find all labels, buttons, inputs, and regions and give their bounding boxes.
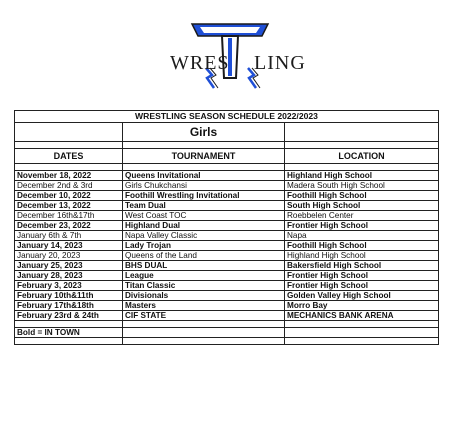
header-tournament: TOURNAMENT bbox=[123, 149, 285, 164]
date-cell: December 16th&17th bbox=[15, 211, 123, 221]
division-title: Girls bbox=[123, 123, 285, 142]
date-cell: November 18, 2022 bbox=[15, 171, 123, 181]
tournament-cell: Team Dual bbox=[123, 201, 285, 211]
tournament-cell: CIF STATE bbox=[123, 311, 285, 321]
table-row bbox=[15, 191, 439, 201]
blank-cell bbox=[15, 164, 123, 171]
location-cell: Golden Valley High School bbox=[285, 291, 439, 301]
schedule-table bbox=[14, 110, 439, 345]
date-cell: February 23rd & 24th bbox=[15, 311, 123, 321]
location-cell: Frontier High School bbox=[285, 221, 439, 231]
tournament-cell: Foothill Wrestling Invitational bbox=[123, 191, 285, 201]
table-row bbox=[15, 171, 439, 181]
location-cell: Madera South High School bbox=[285, 181, 439, 191]
location-cell: Morro Bay bbox=[285, 301, 439, 311]
logo-word-left: WRES bbox=[170, 52, 230, 74]
date-cell: December 2nd & 3rd bbox=[15, 181, 123, 191]
tournament-cell: Queens Invitational bbox=[123, 171, 285, 181]
tournament-cell: Queens of the Land bbox=[123, 251, 285, 261]
blank-cell bbox=[285, 321, 439, 328]
date-cell: January 6th & 7th bbox=[15, 231, 123, 241]
date-cell: January 14, 2023 bbox=[15, 241, 123, 251]
location-cell: Bakersfield High School bbox=[285, 261, 439, 271]
blank-cell bbox=[123, 142, 285, 149]
blank-cell bbox=[15, 142, 123, 149]
blank-cell bbox=[123, 328, 285, 338]
location-cell: MECHANICS BANK ARENA bbox=[285, 311, 439, 321]
table-row bbox=[15, 271, 439, 281]
wrestling-logo bbox=[150, 18, 310, 98]
table-row bbox=[15, 261, 439, 271]
header-dates: DATES bbox=[15, 149, 123, 164]
date-cell: December 13, 2022 bbox=[15, 201, 123, 211]
blank-cell bbox=[123, 321, 285, 328]
location-cell: Highland High School bbox=[285, 251, 439, 261]
blank-cell bbox=[15, 338, 123, 345]
table-row bbox=[15, 211, 439, 221]
logo-word-right: LING bbox=[254, 52, 306, 74]
tournament-cell: Titan Classic bbox=[123, 281, 285, 291]
location-cell: Roebbelen Center bbox=[285, 211, 439, 221]
blank-cell bbox=[285, 142, 439, 149]
blank-cell bbox=[123, 164, 285, 171]
tournament-cell: Lady Trojan bbox=[123, 241, 285, 251]
date-cell: December 10, 2022 bbox=[15, 191, 123, 201]
tournament-cell: Napa Valley Classic bbox=[123, 231, 285, 241]
tournament-cell: BHS DUAL bbox=[123, 261, 285, 271]
table-row bbox=[15, 251, 439, 261]
location-cell: South High School bbox=[285, 201, 439, 211]
blank-cell bbox=[15, 123, 123, 142]
location-cell: Napa bbox=[285, 231, 439, 241]
table-row bbox=[15, 201, 439, 211]
date-cell: February 3, 2023 bbox=[15, 281, 123, 291]
blank-cell bbox=[285, 123, 439, 142]
date-cell: January 20, 2023 bbox=[15, 251, 123, 261]
table-row bbox=[15, 311, 439, 321]
date-cell: January 25, 2023 bbox=[15, 261, 123, 271]
tournament-cell: Divisionals bbox=[123, 291, 285, 301]
blank-cell bbox=[285, 328, 439, 338]
table-row bbox=[15, 281, 439, 291]
tournament-cell: League bbox=[123, 271, 285, 281]
tournament-cell: Girls Chukchansi bbox=[123, 181, 285, 191]
blank-cell bbox=[285, 164, 439, 171]
table-row bbox=[15, 241, 439, 251]
location-cell: Foothill High School bbox=[285, 191, 439, 201]
blank-cell bbox=[123, 338, 285, 345]
blank-cell bbox=[15, 321, 123, 328]
location-cell: Frontier High School bbox=[285, 271, 439, 281]
tournament-cell: Masters bbox=[123, 301, 285, 311]
blank-cell bbox=[285, 338, 439, 345]
table-row bbox=[15, 301, 439, 311]
date-cell: February 10th&11th bbox=[15, 291, 123, 301]
legend-text: Bold = IN TOWN bbox=[15, 328, 123, 338]
schedule-title: WRESTLING SEASON SCHEDULE 2022/2023 bbox=[15, 111, 439, 123]
date-cell: December 23, 2022 bbox=[15, 221, 123, 231]
table-row bbox=[15, 291, 439, 301]
location-cell: Frontier High School bbox=[285, 281, 439, 291]
location-cell: Highland High School bbox=[285, 171, 439, 181]
table-row bbox=[15, 221, 439, 231]
table-row bbox=[15, 181, 439, 191]
location-cell: Foothill High School bbox=[285, 241, 439, 251]
table-row bbox=[15, 231, 439, 241]
header-location: LOCATION bbox=[285, 149, 439, 164]
tournament-cell: West Coast TOC bbox=[123, 211, 285, 221]
date-cell: January 28, 2023 bbox=[15, 271, 123, 281]
date-cell: February 17th&18th bbox=[15, 301, 123, 311]
tournament-cell: Highland Dual bbox=[123, 221, 285, 231]
